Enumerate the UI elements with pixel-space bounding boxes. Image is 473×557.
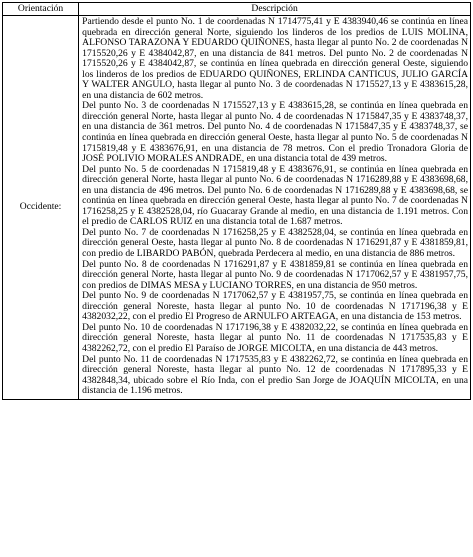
description-paragraph-2: Del punto No. 3 de coordenadas N 1715527,13 y E 4383615,28, se continúa en línea quebrada en dirección general Norte, hasta llegar al punto No. 4 de coordenadas N 1715847,35 y E 4383748,37, en una distancia de 361 metros. Del punto No. 4 de coordenadas N 1715847,35 y E 4383748,37, se continúa en línea quebrada en dirección general Oeste, hasta llegar al punto No. 5 de coordenadas N 1715819,48 y E 4383676,91, en una distancia de 78 metros. Con el predio Tronadora Gloria de JOSÉ POLIVIO MORALES ANDRADE, en una distancia total de 439 metros. [82,100,468,165]
table-header-row [3,3,471,16]
description-paragraph-5: Del punto No. 8 de coordenadas N 1716291,87 y E 4381859,81 se continúa en línea quebrada en dirección general Norte, hasta llegar al punto No. 9 de coordenadas N 1717062,57 y E 4381957,75, con predios de DIMAS MESA y LUCIANO TORRES, en una distancia de 950 metros. [82,258,468,291]
boundary-description-table [2,2,471,400]
description-paragraph-7: Del punto No. 10 de coordenadas N 1717196,38 y E 4382032,22, se continúa en línea quebrada en dirección general Noreste, hasta llegar al punto No. 11 de coordenadas N 1717535,83 y E 4382262,72, con el predio El Paraíso de JORGE MICOLTA, en una distancia de 443 metros. [82,321,468,354]
description-paragraph-6: Del punto No. 9 de coordenadas N 1717062,57 y E 4381957,75, se continúa en línea quebrada en dirección general Noreste, hasta llegar al punto No. 10 de coordenadas N 1717196,38 y E 4382032,22, con el predio El Progreso de ARNULFO ARTEAGA, en una distancia de 153 metros. [82,290,468,323]
description-paragraph-1: Partiendo desde el punto No. 1 de coordenadas N 1714775,41 y E 4383940,46 se continúa en línea quebrada en dirección general Norte, siguiendo los linderos de los predios de LUIS MOLINA, ALFONSO TARAZONA Y EDUARDO QUIÑONES, hasta llegar al punto No. 2 de coordenadas N 1715520,26 y E 4384042,87, en una distancia de 841 metros. Del punto No. 2 de coordenadas N 1715520,26 y E 4384042,87, se continúa en línea quebrada en dirección general Oeste, siguiendo los linderos de los predios de EDUARDO QUIÑONES, ERLINDA CANTICUS, JULIO GARCÍA Y WALTER ANGULO, hasta llegar al punto No. 3 de coordenadas N 1715527,13 y E 4383615,28, en una distancia de 602 metros. [82,16,468,101]
orientation-cell: Occidente: [3,16,79,400]
description-paragraph-3: Del punto No. 5 de coordenadas N 1715819,48 y E 4383676,91, se continúa en línea quebrada en dirección general Norte, hasta llegar al punto No. 6 de coordenadas N 1716289,88 y E 4383698,68, en una distancia de 496 metros. Del punto No. 6 de coordenadas N 1716289,88 y E 4383698,68, se continúa en línea quebrada en dirección general Oeste, hasta llegar al punto No. 7 de coordenadas N 1716258,25 y E 4382528,04, río Guacaray Grande al medio, en una distancia de 1.191 metros. Con el predio de CARLOS RUIZ en una distancia total de 1.687 metros. [82,163,468,228]
header-orientation: Orientación [3,3,79,16]
description-cell [79,16,471,400]
header-description: Descripción [79,3,471,16]
table-row [3,16,471,400]
description-paragraph-4: Del punto No. 7 de coordenadas N 1716258,25 y E 4382528,04, se continúa en línea quebrada en dirección general Oeste, hasta llegar al punto No. 8 de coordenadas N 1716291,87 y E 4381859,81, con predio de LIBARDO PABÓN, quebrada Perdecera al medio, en una distancia de 886 metros. [82,226,468,260]
description-paragraph-8: Del punto No. 11 de coordenadas N 1717535,83 y E 4382262,72, se continúa en línea quebrada en dirección general Noreste, hasta llegar al punto No. 12 de coordenadas N 1717895,33 y E 4382848,34, ubicado sobre el Río Inda, con el predio San Jorge de JOAQUÍN MICOLTA, en una distancia de 1.196 metros. [82,353,468,397]
